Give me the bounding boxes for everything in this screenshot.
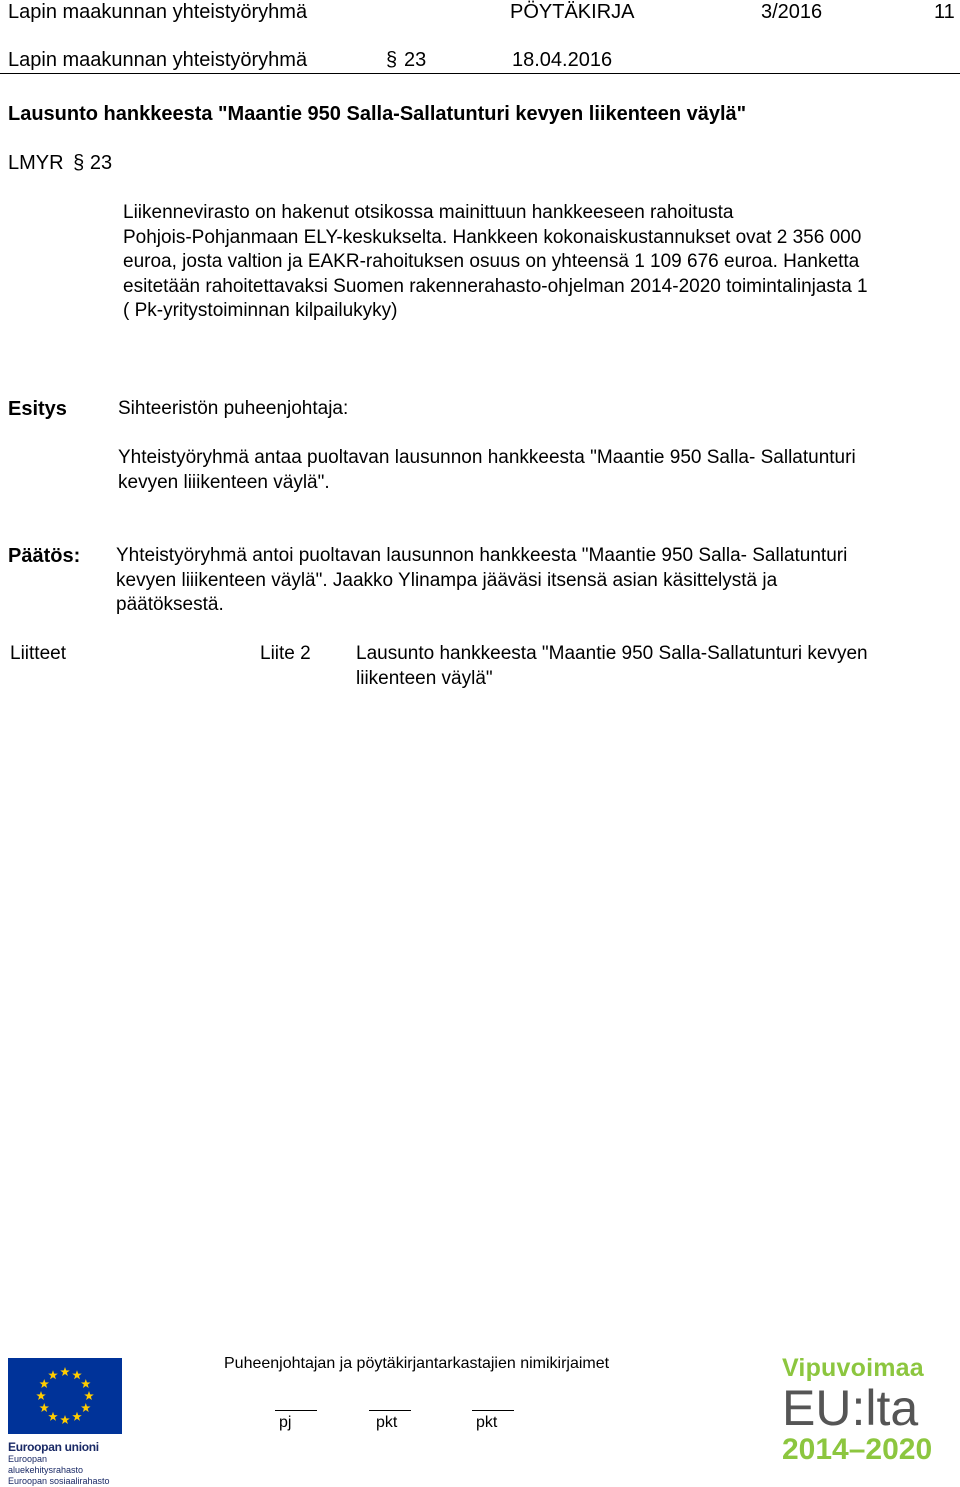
header-doc-type: PÖYTÄKIRJA xyxy=(510,1,635,23)
header-doc-number: 3/2016 xyxy=(761,1,823,23)
section-ref-number: 23 xyxy=(89,152,113,174)
esitys-label: Esitys xyxy=(8,398,67,420)
body-line: euroa, josta valtion ja EAKR-rahoituksen osuus on yhteensä 1 109 676 euroa. Hanketta xyxy=(123,251,860,272)
header-section-symbol: § xyxy=(386,49,398,71)
signature-slot-pkt: pkt xyxy=(476,1414,498,1431)
paatos-line: Yhteistyöryhmä antoi puoltavan lausunnon hankkeesta "Maantie 950 Salla- Sallatunturi xyxy=(116,545,848,566)
page-title: Lausunto hankkeesta "Maantie 950 Salla-Sallatunturi kevyen liikenteen väylä" xyxy=(8,103,747,125)
section-ref-symbol: § xyxy=(73,152,85,174)
signature-line xyxy=(472,1410,514,1411)
signature-slot-pkt: pkt xyxy=(376,1414,398,1431)
body-line: Liikennevirasto on hakenut otsikossa mainittuun hankkeeseen rahoitusta xyxy=(123,202,734,223)
esitys-line: kevyen liiikenteen väylä". xyxy=(118,471,330,493)
body-line: Pohjois-Pohjanmaan ELY-keskukselta. Hankkeen kokonaiskustannukset ovat 2 356 000 xyxy=(123,226,862,248)
liitteet-attachment-id: Liite 2 xyxy=(260,643,311,664)
signature-line xyxy=(275,1410,317,1411)
vipuvoimaa-logo-middle: EU:lta xyxy=(782,1380,919,1436)
header-rule xyxy=(0,73,960,74)
esitys-intro: Sihteeristön puheenjohtaja: xyxy=(118,398,349,419)
signature-slot-pj: pj xyxy=(279,1414,292,1431)
body-line: ( Pk-yritystoiminnan kilpailukyky) xyxy=(123,300,398,321)
header-section-number: 23 xyxy=(404,49,427,71)
header-org: Lapin maakunnan yhteistyöryhmä xyxy=(8,1,308,23)
section-ref-prefix: LMYR xyxy=(8,152,64,174)
eu-logo-line2: Euroopan sosiaalirahasto xyxy=(8,1476,110,1486)
header-date: 18.04.2016 xyxy=(512,49,613,71)
header-page-number: 11 xyxy=(934,1,955,23)
body-line: esitetään rahoitettavaksi Suomen rakennerahasto-ohjelman 2014-2020 toimintalinjasta 1 xyxy=(123,275,868,297)
liitteet-line[interactable]: Lausunto hankkeesta "Maantie 950 Salla-Sallatunturi kevyen xyxy=(356,643,868,664)
paatos-line: kevyen liiikenteen väylä". Jaakko Ylinampa jääväsi itsensä asian käsittelystä ja xyxy=(116,569,778,591)
eu-logo xyxy=(8,1358,122,1487)
liitteet-line[interactable]: liikenteen väylä" xyxy=(356,667,493,689)
esitys-line: Yhteistyöryhmä antaa puoltavan lausunnon hankkeesta "Maantie 950 Salla- Sallatunturi xyxy=(118,447,856,468)
section-ref xyxy=(8,151,112,175)
paatos-line: päätöksestä. xyxy=(116,594,224,615)
vipuvoimaa-logo xyxy=(782,1354,958,1474)
eu-flag-icon xyxy=(8,1358,122,1434)
eu-logo-line1: Euroopan aluekehitysrahasto xyxy=(8,1454,84,1475)
header-org-secondary: Lapin maakunnan yhteistyöryhmä xyxy=(8,49,308,71)
vipuvoimaa-logo-top: Vipuvoimaa xyxy=(782,1354,924,1382)
eu-logo-name: Euroopan unioni xyxy=(8,1440,99,1454)
paatos-label: Päätös: xyxy=(8,545,81,567)
signature-line xyxy=(369,1410,411,1411)
vipuvoimaa-logo-years: 2014–2020 xyxy=(782,1433,933,1466)
liitteet-label: Liitteet xyxy=(10,643,66,664)
signature-title: Puheenjohtajan ja pöytäkirjantarkastajien nimikirjaimet xyxy=(224,1355,610,1372)
